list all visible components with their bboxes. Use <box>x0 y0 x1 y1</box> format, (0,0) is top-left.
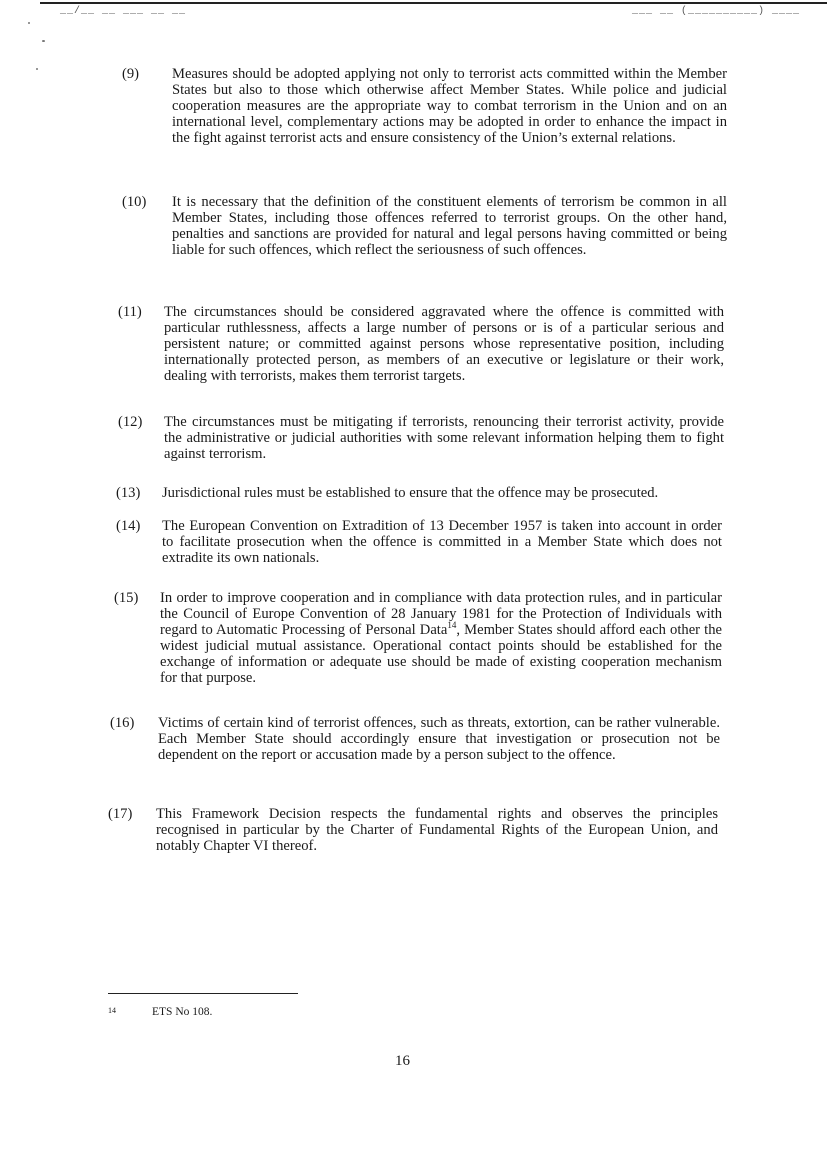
recital-number: (15) <box>114 590 139 606</box>
page-number: 16 <box>395 1053 410 1069</box>
recital-number: (10) <box>122 194 147 210</box>
recital-text: Measures should be adopted applying not only to terrorist acts committed within the Member States but also to those which otherwise affect Member States. While police and judicial cooperation measures are the appropriate way to combat terrorism in the Union and on an international level, complementary actions may be adopted in order to enhance the impact in the fight against terrorist acts and ensure consistency of the Union’s external relations. <box>172 66 727 146</box>
recital-text-part: , Member States should afford each other the widest judicial mutual assistance. Operational contact points should be established for the exchange of information or adequate use should be made of existing cooperation mechanism for that purpose. <box>160 622 722 686</box>
footnote-separator <box>108 993 298 994</box>
scan-speck <box>42 40 45 42</box>
footnote-text: ETS No 108. <box>152 1006 213 1018</box>
recital-number: (12) <box>118 414 143 430</box>
recital-text: Jurisdictional rules must be established to ensure that the offence may be prosecuted. <box>162 485 659 501</box>
recital-text <box>160 590 722 686</box>
fax-top-rule <box>40 2 827 4</box>
recital-text: The circumstances should be considered aggravated where the offence is committed with particular ruthlessness, affects a large number of persons or is of a particular serious and persistent nature; or committed against persons whose representative position, including internationally protected person, as members of an executive or legislature or their work, dealing with terrorists, makes them terrorist targets. <box>164 304 724 384</box>
recital-text: This Framework Decision respects the fundamental rights and observes the principles recognised in particular by the Charter of Fundamental Rights of the European Union, and notably Chapter VI thereof. <box>156 806 718 854</box>
recital-text: The circumstances must be mitigating if terrorists, renouncing their terrorist activity, provide the administrative or judicial authorities with some relevant information helping them to fight against terrorism. <box>164 414 724 462</box>
scan-speck <box>28 22 30 24</box>
fax-header-left: __/__ __ ___ __ __ <box>60 6 187 17</box>
recital-number: (13) <box>116 485 141 501</box>
recital-text: The European Convention on Extradition of 13 December 1957 is taken into account in order to facilitate prosecution when the offence is committed in a Member State which does not extradite its own nationals. <box>162 518 722 566</box>
recital-text: It is necessary that the definition of the constituent elements of terrorism be common in all Member States, including those offences referred to terrorist groups. On the other hand, penalties and sanctions are provided for natural and legal persons having committed or being liable for such offences, which reflect the seriousness of such offences. <box>172 194 727 258</box>
footnote-reference: 14 <box>447 620 457 631</box>
recital-number: (9) <box>122 66 140 82</box>
footnote-mark: 14 <box>108 1006 116 1015</box>
recital-text-part: In order to improve cooperation and in compliance with data protection rules, and in particular the Council of Europe Convention of 28 January 1981 for the Protection of Individuals with regard to Automatic Processing of Personal Data <box>160 590 722 638</box>
recital-number: (14) <box>116 518 141 534</box>
scan-speck <box>36 68 38 70</box>
fax-transmission-header <box>60 6 800 20</box>
recital-text: Victims of certain kind of terrorist offences, such as threats, extortion, can be rather vulnerable. Each Member State should accordingly ensure that investigation or prosecution not be dependent on the report or accusation made by a person subject to the offence. <box>158 715 720 763</box>
recital-number: (11) <box>118 304 142 320</box>
fax-header-right: ___ __ (__________) ____ <box>631 6 800 17</box>
recital-number: (16) <box>110 715 135 731</box>
recital-number: (17) <box>108 806 133 822</box>
